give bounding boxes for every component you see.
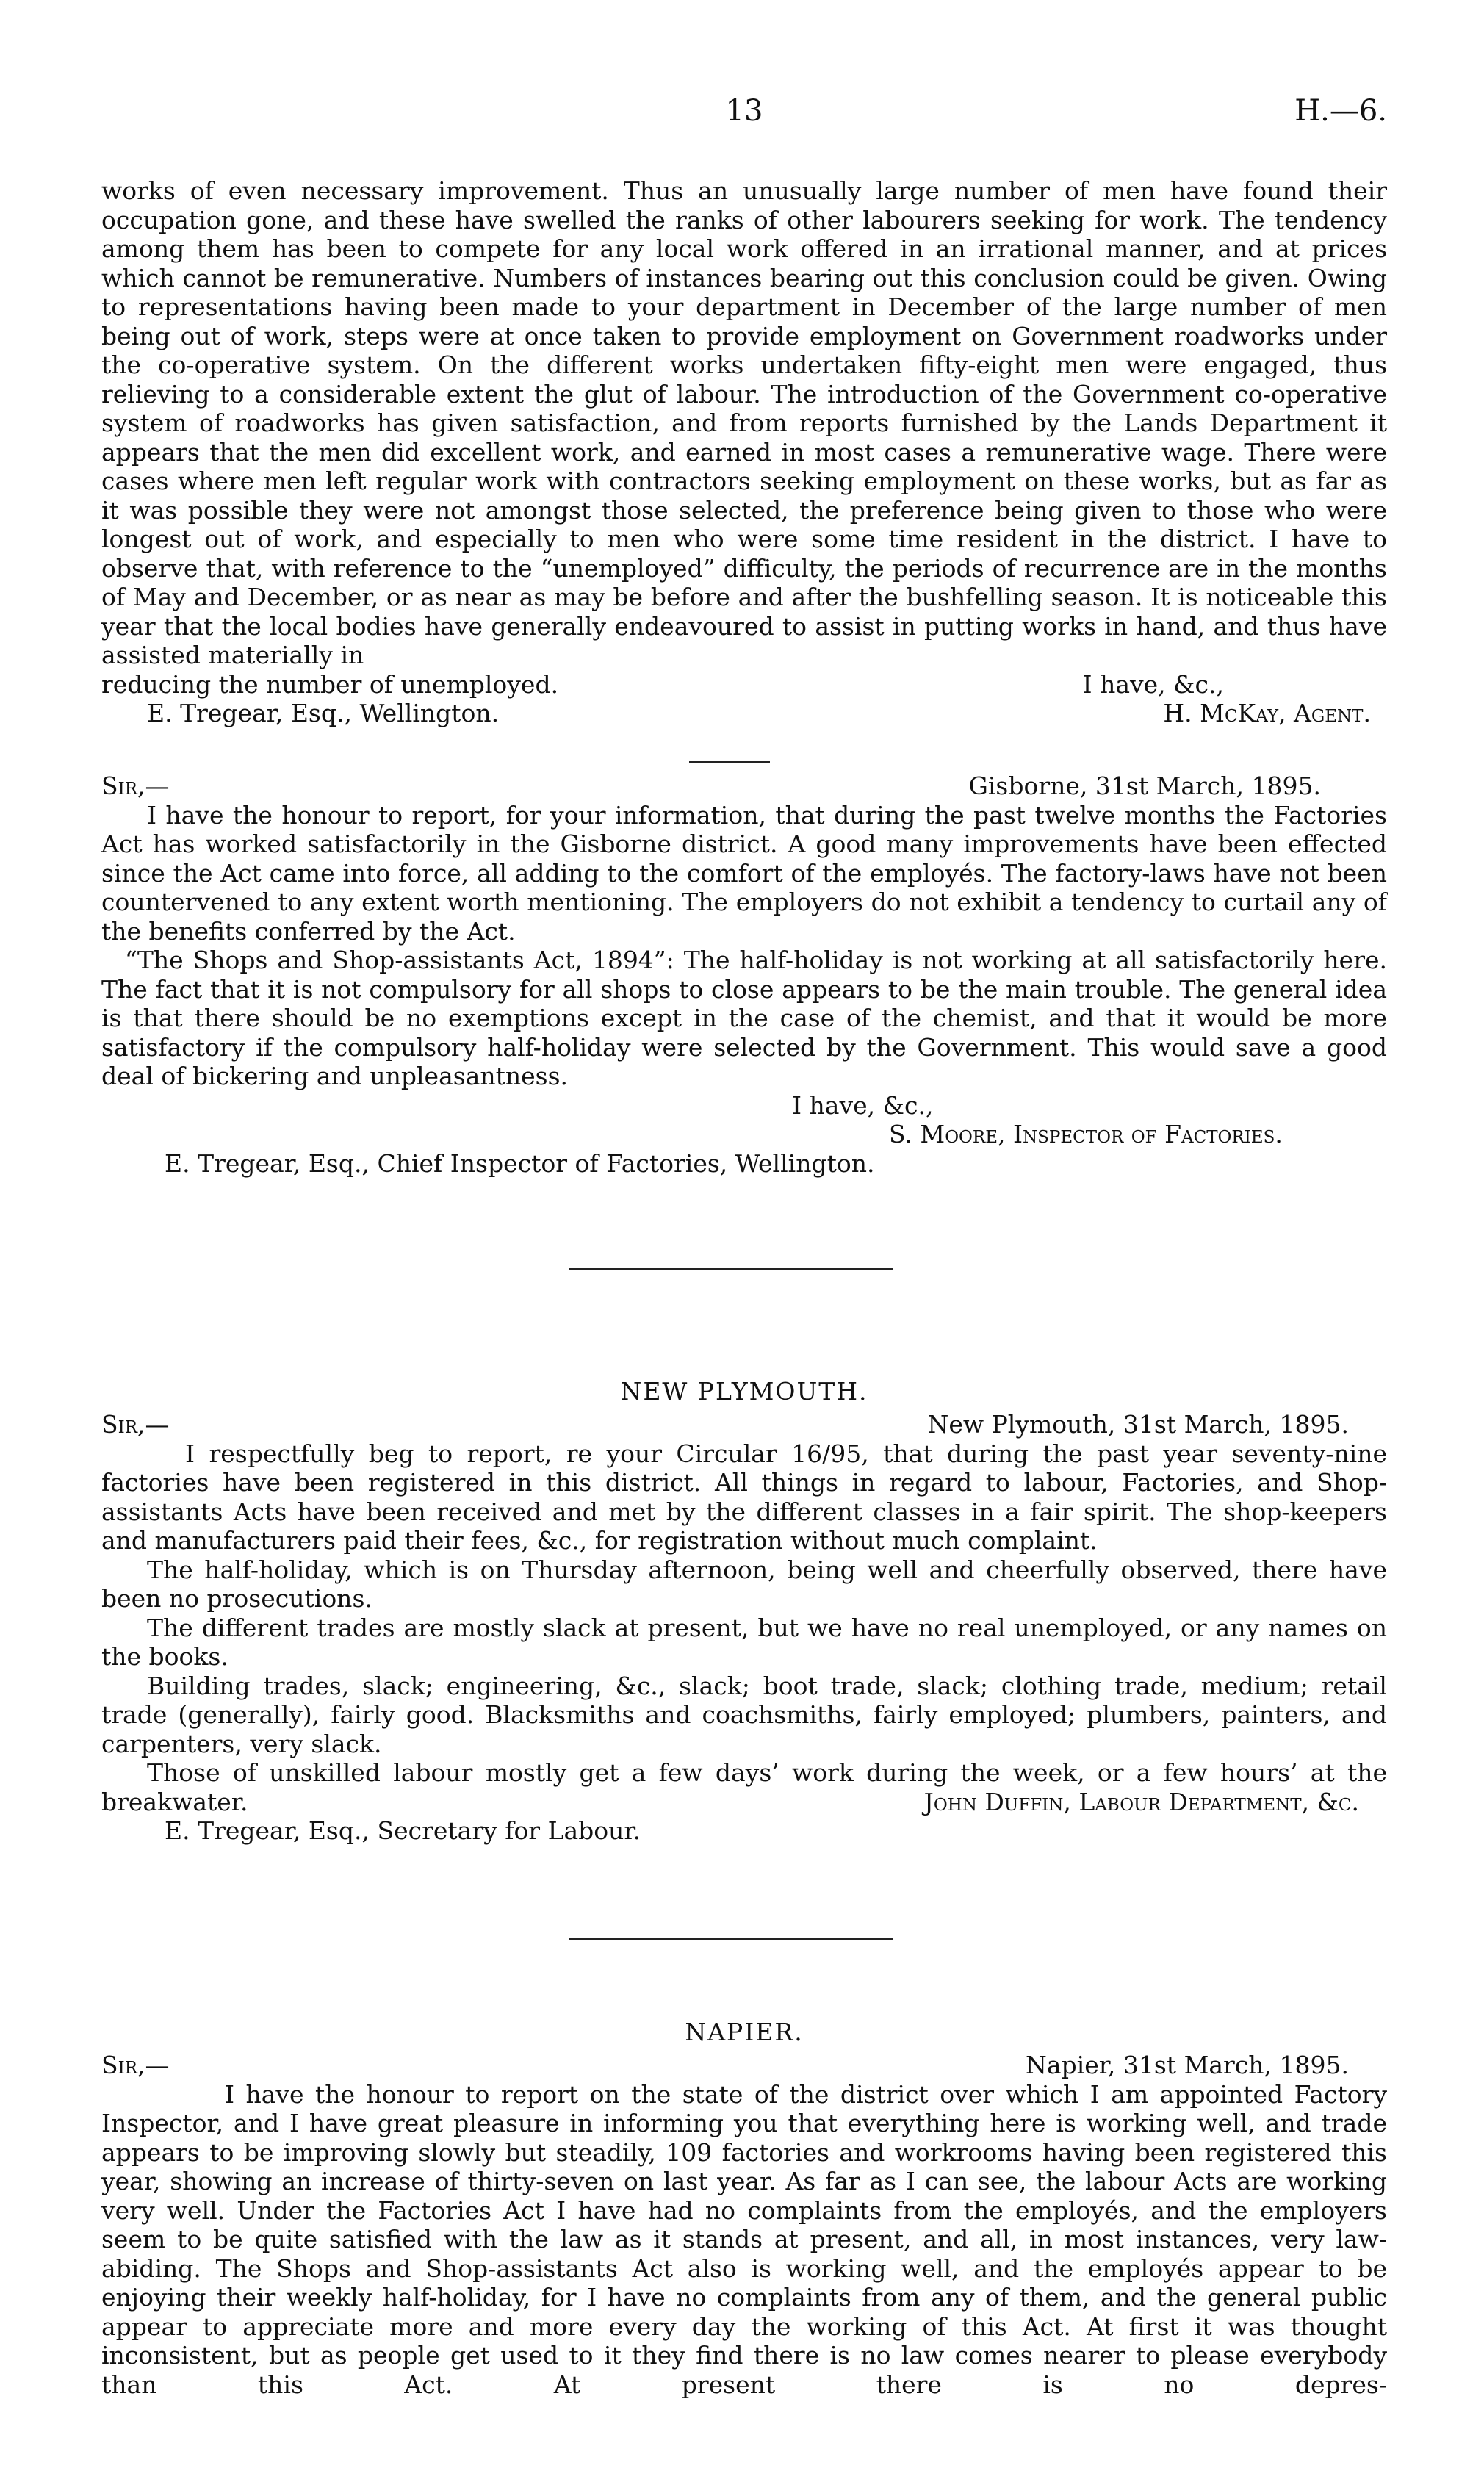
signature-row [101, 699, 1387, 728]
salutation: Sir,— [101, 1410, 170, 1439]
page-number: 13 [725, 94, 763, 128]
report-paragraph: I have the honour to report on the state of the district over which I am appointed Factory Inspector, and I have great pleasure in informing you that everything here is working well, and trade appears to be improving slowly but steadily, 109 factories and workrooms having been registered this year, showing an increase of thirty-seven on last year. As far as I can see, the labour Acts are working very well. Under the Factories Act I have had no complaints from the employés, and the employers seem to be quite satisfied with the law as it stands at present, and all, in most instances, very law-abiding. The Shops and Shop-assistants Act also is working well, and the employés appear to be enjoying their weekly half-holiday, for I have no complaints from any of them, and the general public appear to appreciate more and more every day the working of this Act. At first it was thought inconsistent, but as people get used to it they find there is no law comes nearer to please everybody than this Act. At present there is no depres- [101, 2079, 1387, 2399]
section-heading: NEW PLYMOUTH. [620, 1377, 868, 1406]
salutation: Sir,— [101, 771, 170, 800]
place-date: New Plymouth, 31st March, 1895. [927, 1410, 1349, 1439]
report-paragraph: Those of unskilled labour mostly get a few days’ work during the week, or a few hours’ at the [147, 1758, 1387, 1787]
section-heading: NAPIER. [685, 2018, 804, 2046]
section-new-plymouth [101, 1377, 1387, 1846]
signature-row [101, 1788, 1387, 1817]
continuation-paragraph: works of even necessary improvement. Thus an unusually large number of men have found their occupation gone, and these have swelled the ranks of other labourers seeking for work. The tendency among them has been to compete for any local work offered in an irrational manner, and at prices which cannot be remunerative. Numbers of instances bearing out this conclusion could be given. Owing to representations having been made to your department in December of the large number of men being out of work, steps were at once taken to provide employment on Government roadworks under the co-operative system. On the different works undertaken fifty-eight men were engaged, thus relieving to a considerable extent the glut of labour. The introduction of the Government co-operative system of roadworks has given satisfaction, and from reports furnished by the Lands Department it appears that the men did excellent work, and earned in most cases a remunerative wage. There were cases where men left regular work with contractors seeking employment on these works, but as far as it was possible they were not amongst those selected, the preference being given to those who were longest out of work, and especially to men who were some time resident in the district. I have to observe that, with reference to the “unemployed” difficulty, the periods of recurrence are in the months of May and December, or as near as may be before and after the bushfelling season. It is noticeable this year that the local bodies have generally endeavoured to assist in putting works in hand, and thus have assisted materially in [101, 176, 1387, 669]
section-divider [569, 1268, 893, 1270]
section-divider [569, 1938, 893, 1940]
place-date: Napier, 31st March, 1895. [1026, 2051, 1349, 2079]
section-continuation [101, 176, 1387, 728]
report-paragraph: The different trades are mostly slack at present, but we have no real unemployed, or any names on the books. [101, 1613, 1387, 1671]
section-napier [101, 2018, 1387, 2399]
closing-phrase: I have, &c., [792, 1090, 934, 1120]
salutation-row [101, 771, 1387, 801]
salutation-row [101, 2051, 1387, 2080]
salutation: Sir,— [101, 2051, 170, 2079]
report-paragraph: I respectfully beg to report, re your Circular 16/95, that during the past year seventy-nine factories have been registered in this district. All things in regard to labour, Factories, and Shop-assistants Acts have been received and met by the different classes in a fair spirit. The shop-keepers and manufacturers paid their fees, &c., for registration without much complaint. [101, 1439, 1387, 1555]
signature: H. McKay, Agent. [1163, 699, 1371, 727]
place-date: Gisborne, 31st March, 1895. [968, 771, 1321, 800]
continuation-last-line: reducing the number of unemployed. [101, 669, 559, 699]
closing-phrase: I have, &c., [1082, 669, 1224, 699]
section-gisborne [101, 771, 1387, 1178]
addressee: E. Tregear, Esq., Secretary for Labour. [165, 1816, 641, 1845]
report-paragraph: The half-holiday, which is on Thursday afternoon, being well and cheerfully observed, there have been no prosecutions. [101, 1555, 1387, 1613]
report-paragraph: Building trades, slack; engineering, &c., slack; boot trade, slack; clothing trade, medium; retail trade (generally), fairly good. Blacksmiths and coachsmiths, fairly employed; plumbers, painters, and carpenters, very slack. [101, 1671, 1387, 1758]
page-header [101, 94, 1387, 138]
document-page [101, 0, 1387, 2482]
continuation-final-line [101, 670, 1387, 699]
salutation-row [101, 1410, 1387, 1439]
report-paragraph: I have the honour to report, for your information, that during the past twelve months the Factories Act has worked satisfactorily in the Gisborne district. A good many improvements have been effected since the Act came into force, all adding to the comfort of the employés. The factory-laws have not been countervened to any extent worth mentioning. The employers do not exhibit a tendency to curtail any of the benefits conferred by the Act. [101, 800, 1387, 946]
report-paragraph: “The Shops and Shop-assistants Act, 1894”: The half-holiday is not working at all satisfactorily here. The fact that it is not compulsory for all shops to close appears to be the main trouble. The general idea is that there should be no exemptions except in the case of the chemist, and that it would be more satisfactory if the compulsory half-holiday were selected by the Government. This would save a good deal of bickering and unpleasantness. [101, 946, 1387, 1090]
document-reference: H.—6. [1294, 94, 1387, 128]
paragraph-last-line: breakwater. [101, 1787, 248, 1816]
short-divider [689, 761, 770, 763]
addressee: E. Tregear, Esq., Wellington. [147, 699, 500, 727]
signature: S. Moore, Inspector of Factories. [889, 1120, 1283, 1148]
signature: John Duffin, Labour Department, &c. [923, 1787, 1359, 1816]
addressee: E. Tregear, Esq., Chief Inspector of Factories, Wellington. [165, 1148, 875, 1178]
